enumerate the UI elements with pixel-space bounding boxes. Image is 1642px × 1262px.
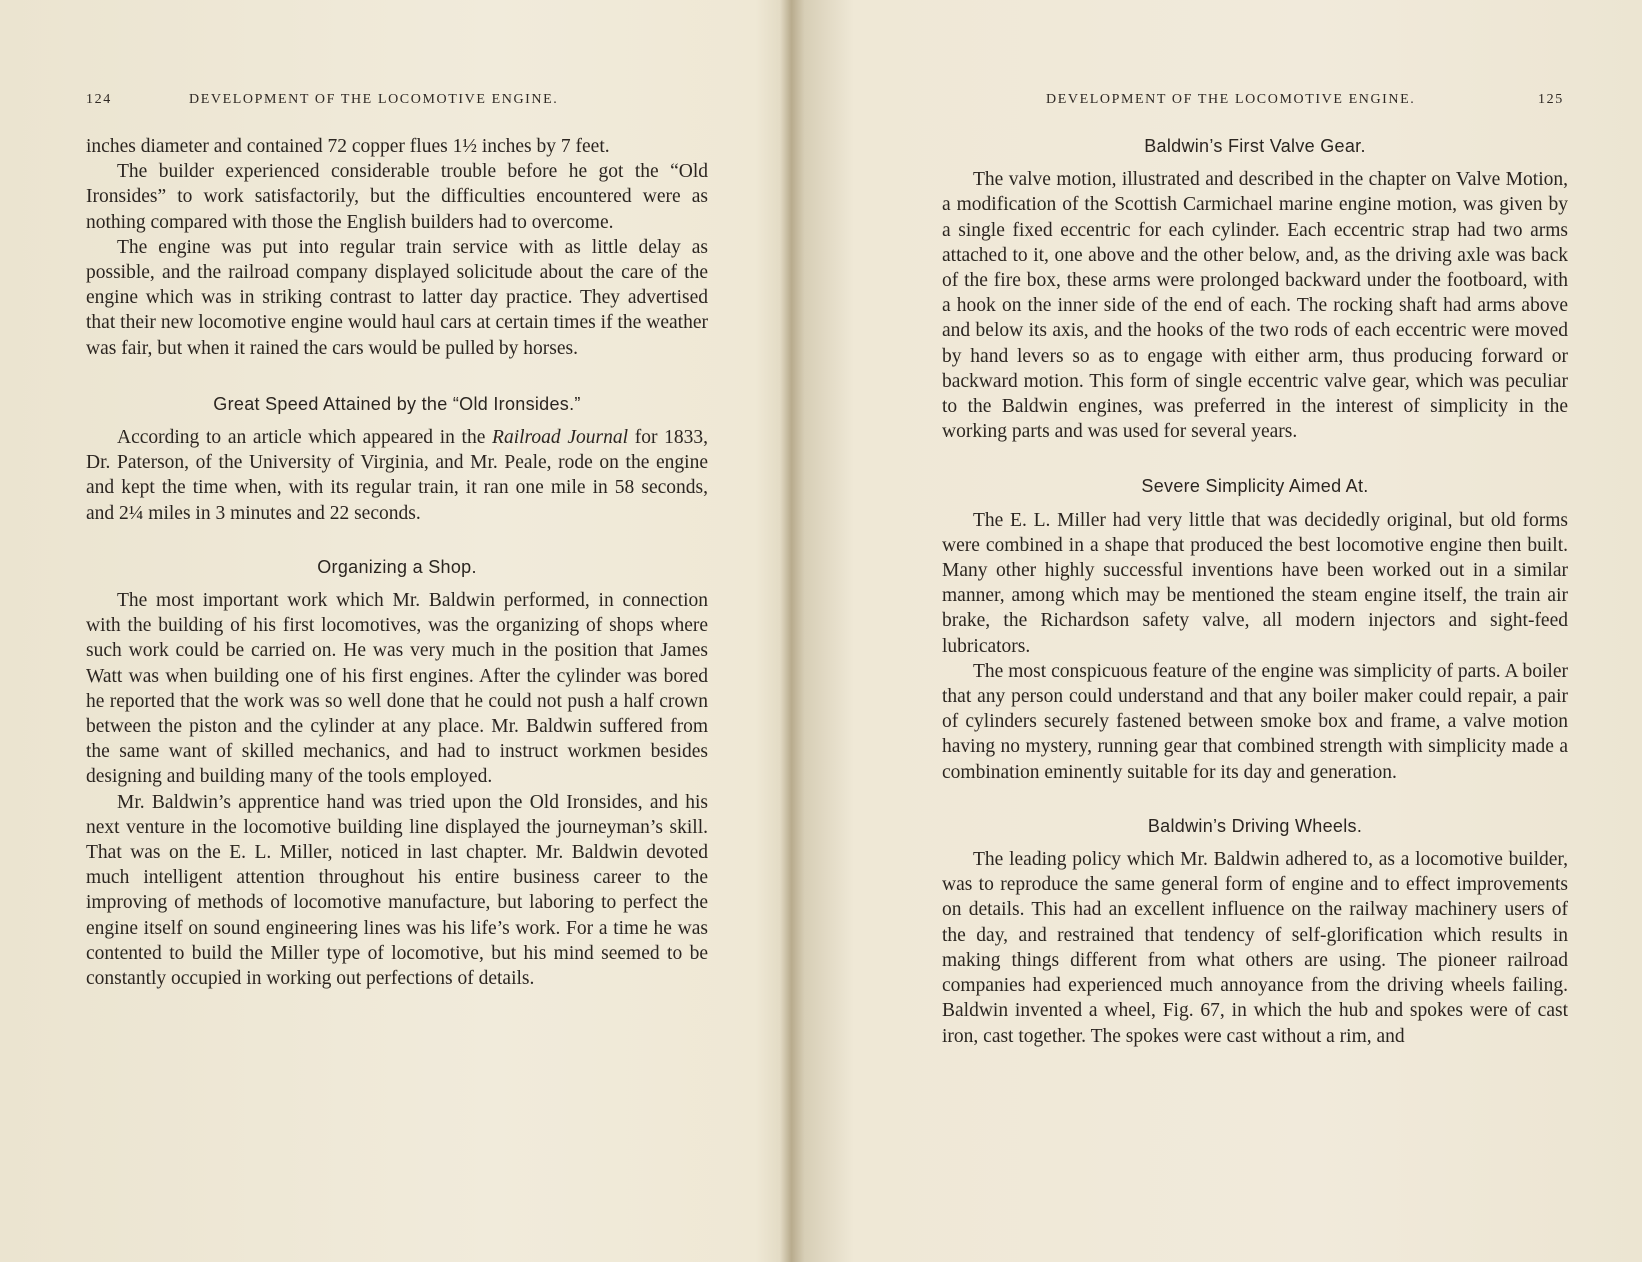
paragraph bbox=[86, 425, 708, 526]
section-heading: Great Speed Attained by the “Old Ironsides.” bbox=[213, 393, 581, 414]
paragraph: The builder experienced considerable trouble before he got the “Old Ironsides” to work satisfactorily, but the difficulties encountered were as nothing compared with those the English builders had to overcome. bbox=[86, 161, 708, 233]
running-title: DEVELOPMENT OF THE LOCOMOTIVE ENGINE. bbox=[189, 92, 559, 107]
paragraph-text: for 1833, Dr. Paterson, of the University of Virginia, and Mr. Peale, rode on the engine and kept the time when, with its regular train, it ran one mile in 58 seconds, and 2¼ miles in 3 minutes and 22 seconds. bbox=[86, 427, 708, 524]
left-page bbox=[0, 0, 820, 1262]
paragraph: The E. L. Miller had very little that was decidedly original, but old forms were combined in a shape that produced the best locomotive engine then built. Many other highly successful inventions have been worked out in a similar manner, among which may be mentioned the steam engine itself, the train air brake, the Richardson safety valve, all modern injectors and sight-feed lubricators. bbox=[942, 509, 1568, 657]
journal-title: Railroad Journal bbox=[492, 427, 629, 449]
paragraph: The most important work which Mr. Baldwin performed, in connection with the building of his first locomotives, was the organizing of shops where such work could be carried on. He was very much in the position that James Watt was when building one of his first engines. After the cylinder was bored he reported that the work was so well done that he could not push a half crown between the piston and the cylinder at any place. Mr. Baldwin suffered from the same want of skilled mechanics, and had to instruct workmen besides designing and building many of the tools employed. bbox=[86, 590, 708, 788]
running-title: DEVELOPMENT OF THE LOCOMOTIVE ENGINE. bbox=[1046, 92, 1416, 107]
section-heading: Baldwin’s Driving Wheels. bbox=[1147, 815, 1363, 836]
paragraph: The valve motion, illustrated and described in the chapter on Valve Motion, a modification of the Scottish Carmichael marine engine motion, was given by a single fixed eccentric for each cylinder. Each eccentric strap had two arms attached to it, one above and the other below, and, as the driving axle was back of the fire box, these arms were prolonged backward under the footboard, with a hook on the inner side of the end of each. The rocking shaft had arms above and below its axis, and the hooks of the two rods of each eccentric were moved by hand levers so as to engage with either arm, thus producing forward or backward motion. This form of single eccentric valve gear, which was peculiar to the Baldwin engines, was preferred in the interest of simplicity in the working parts and was used for several years. bbox=[942, 169, 1568, 443]
paragraph: The leading policy which Mr. Baldwin adhered to, as a locomotive builder, was to reproduce the same general form of engine and to effect improvements on details. This had an excellent influence on the railway machinery users of the day, and restrained that tendency of self-glorification which results in making things different from what others are using. The pioneer railroad companies had experienced much annoyance from the driving wheels failing. Baldwin invented a wheel, Fig. 67, in which the hub and spokes were of cast iron, cast together. The spokes were cast without a rim, and bbox=[942, 849, 1568, 1047]
right-page bbox=[822, 0, 1642, 1262]
paragraph: The most conspicuous feature of the engine was simplicity of parts. A boiler that any person could understand and that any boiler maker could repair, a pair of cylinders securely fastened between smoke box and frame, a valve motion having no mystery, running gear that combined strength with simplicity made a combination eminently suitable for its day and generation. bbox=[942, 660, 1568, 783]
page-number: 125 bbox=[1538, 92, 1564, 107]
section-heading: Baldwin’s First Valve Gear. bbox=[1144, 136, 1366, 156]
section-heading: Severe Simplicity Aimed At. bbox=[1141, 476, 1369, 497]
page-body bbox=[86, 134, 708, 991]
paragraph: inches diameter and contained 72 copper flues 1½ inches by 7 feet. bbox=[86, 136, 610, 157]
paragraph: The engine was put into regular train service with as little delay as possible, and the railroad company displayed solicitude about the care of the engine which was in striking contrast to latter day practice. They advertised that their new locomotive engine would haul cars at certain times if the weather was fair, but when it rained the cars would be pulled by horses. bbox=[86, 236, 708, 359]
page-number: 124 bbox=[86, 92, 112, 107]
paragraph-text: According to an article which appeared in the bbox=[117, 427, 493, 449]
section-heading: Organizing a Shop. bbox=[317, 556, 477, 577]
page-body bbox=[942, 134, 1568, 1049]
paragraph: Mr. Baldwin’s apprentice hand was tried upon the Old Ironsides, and his next venture in the locomotive building line displayed the journeyman’s skill. That was on the E. L. Miller, noticed in last chapter. Mr. Baldwin devoted much intelligent attention throughout his entire business career to the improving of methods of locomotive manufacture, but laboring to perfect the engine itself on sound engineering lines was his life’s work. For a time he was contented to build the Miller type of locomotive, but his mind seemed to be constantly occupied in working out perfections of details. bbox=[86, 791, 708, 990]
